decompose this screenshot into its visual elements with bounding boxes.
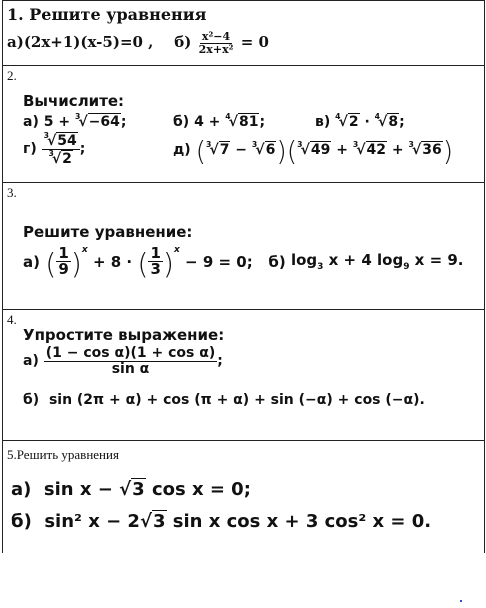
task-2b-radicand: 81 xyxy=(239,113,259,130)
task-5b: б) sin² x − 2√3 sin x cos x + 3 cos² x = 0. xyxy=(11,511,432,532)
task-2v: в) $^4$√2 · $^4$√8; xyxy=(315,112,405,130)
task-2b: б) 4 + $^4$√81; xyxy=(173,112,266,130)
task-4a-denominator: sin α xyxy=(111,360,150,377)
task-2v-radicand-1: 2 xyxy=(348,113,359,130)
task-3b-base-1: 3 xyxy=(317,262,324,273)
task-1a-label: а) xyxy=(7,33,24,52)
task-2d-plus-1: + xyxy=(331,141,353,158)
task-2g xyxy=(23,132,85,166)
task-3a-fraction-2 xyxy=(148,243,162,279)
task-5a-pre: sin x − xyxy=(43,479,120,500)
task-3a-label: а) xyxy=(23,252,40,271)
task-1a-equation: (2x+1)(x-5)=0 , xyxy=(23,33,154,52)
task-4a-label: а) xyxy=(23,353,39,370)
task-3a-f2-num: 1 xyxy=(150,243,161,262)
task-1b-denominator: 2x+x² xyxy=(198,42,234,56)
task-3a-f1-den: 9 xyxy=(58,260,69,279)
task-2d: д) ($^3$√7 − $^3$√6)($^3$√49 + $^3$√42 + $^3$√36) xyxy=(173,136,454,168)
task-3a-f1-num: 1 xyxy=(58,243,69,262)
task-1b-numerator: x²−4 xyxy=(201,30,231,43)
task-2b-label: б) xyxy=(173,113,190,130)
task-2d-index-4: 3 xyxy=(352,140,359,149)
task-5a: а) sin x − √3 cos x = 0; xyxy=(11,479,251,500)
task-2g-den-radicand: 2 xyxy=(62,150,72,167)
task-2d-minus: − xyxy=(230,141,252,158)
task-2a-pre: 5 + xyxy=(43,113,75,130)
task-1-header: 1. Решите уравнения xyxy=(7,5,207,24)
task-2-title: Вычислите: xyxy=(23,92,125,110)
task-2d-index-1: 3 xyxy=(205,140,212,149)
task-2g-num-index: 3 xyxy=(43,131,49,140)
task-2v-dot: · xyxy=(359,113,375,130)
task-3a-fraction-1 xyxy=(56,243,70,279)
task-2d-radicand-2: 6 xyxy=(265,141,276,158)
task-5-cell xyxy=(2,441,485,553)
task-2d-index-3: 3 xyxy=(297,140,303,149)
task-2b-root-index: 4 xyxy=(225,112,231,121)
task-2g-fraction: $\frac{^3√54}{^3√2}$ xyxy=(42,132,80,166)
task-1b-fraction xyxy=(197,31,236,55)
task-2d-index-2: 3 xyxy=(251,140,258,149)
worksheet xyxy=(2,0,485,553)
task-4b xyxy=(23,392,425,408)
task-4a-post: ; xyxy=(217,353,223,370)
task-2g-post: ; xyxy=(79,141,86,158)
task-4-cell xyxy=(2,310,485,441)
task-5a-post: cos x = 0; xyxy=(145,479,251,500)
task-2a-root-index: 3 xyxy=(74,112,81,121)
task-3b-base-2: 9 xyxy=(403,262,410,273)
task-5b-label: б) xyxy=(11,511,32,532)
task-2d-label: д) xyxy=(173,141,191,158)
task-1-equations xyxy=(7,31,269,55)
task-3b-label: б) xyxy=(268,252,286,271)
task-3b-log-1: log xyxy=(290,251,318,270)
task-3a-f2-den: 3 xyxy=(150,260,161,279)
task-1-cell xyxy=(2,0,485,66)
task-2d-radicand-5: 36 xyxy=(422,141,442,158)
task-3a-exp-1: x xyxy=(81,245,88,255)
task-5b-radicand: 3 xyxy=(152,511,166,532)
task-5b-post: sin x cos x + 3 cos² x = 0. xyxy=(166,511,432,532)
task-3b-equation xyxy=(290,251,464,273)
task-3b-middle: x + 4 log xyxy=(323,251,404,270)
task-2v-root-index-1: 4 xyxy=(335,112,341,121)
task-2a-post: ; xyxy=(120,113,127,130)
task-4a-numerator: (1 − cos α)(1 + cos α) xyxy=(45,345,216,361)
task-5a-label: а) xyxy=(11,479,32,500)
task-5-header: 5.Решить уравнения xyxy=(7,447,119,462)
task-2b-pre: 4 + xyxy=(194,113,226,130)
task-2d-plus-2: + xyxy=(387,141,409,158)
task-2b-post: ; xyxy=(259,113,266,130)
task-4b-expression: sin (2π + α) + cos (π + α) + sin (−α) + cos (−α). xyxy=(48,392,425,408)
task-4b-label: б) xyxy=(23,392,40,408)
task-2d-radicand-1: 7 xyxy=(219,141,230,158)
task-2v-post: ; xyxy=(399,113,405,130)
task-2a: а) 5 + $^3$√−64; xyxy=(23,112,127,130)
task-1b-rhs: = 0 xyxy=(240,33,269,52)
task-2v-root-index-2: 4 xyxy=(374,112,381,121)
task-2d-index-5: 3 xyxy=(408,140,414,149)
task-4-title: Упростите выражение: xyxy=(23,326,225,344)
task-3a: а) ( $\frac{1}{9}$ )$^x$ + 8 · ( $\frac{1}{3}$ )$^x$ − 9 = 0; б) $\log_3 x + 4$ $\log_9 x = 9$. xyxy=(23,243,464,281)
task-2a-radicand: −64 xyxy=(88,113,120,130)
task-5a-radicand: 3 xyxy=(132,479,145,500)
task-3a-tail: − 9 = 0; xyxy=(179,252,253,271)
task-4a xyxy=(23,346,223,376)
task-2-cell xyxy=(2,66,485,183)
task-2a-label: а) xyxy=(23,113,39,130)
task-2g-num-radicand: 54 xyxy=(57,132,77,149)
task-2g-label: г) xyxy=(23,141,37,158)
task-2v-radicand-2: 8 xyxy=(388,113,399,130)
task-2-number: 2. xyxy=(7,68,17,83)
task-2d-radicand-4: 42 xyxy=(366,141,387,158)
task-2g-den-index: 3 xyxy=(48,148,54,158)
task-3a-mid: + 8 · xyxy=(87,252,138,271)
task-3a-exp-2: x xyxy=(174,245,180,255)
task-4a-fraction xyxy=(44,346,218,376)
task-4-number: 4. xyxy=(7,312,17,327)
blue-dot xyxy=(460,600,462,602)
task-3-title: Решите уравнение: xyxy=(23,223,193,241)
task-1b-label: б) xyxy=(174,33,192,52)
task-5b-pre: sin² x − 2 xyxy=(44,511,140,532)
task-2v-label: в) xyxy=(315,113,331,130)
task-2d-radicand-3: 49 xyxy=(310,141,331,158)
task-3b-end: x = 9. xyxy=(409,251,464,270)
task-3-cell xyxy=(2,183,485,310)
task-3-number: 3. xyxy=(7,185,17,200)
